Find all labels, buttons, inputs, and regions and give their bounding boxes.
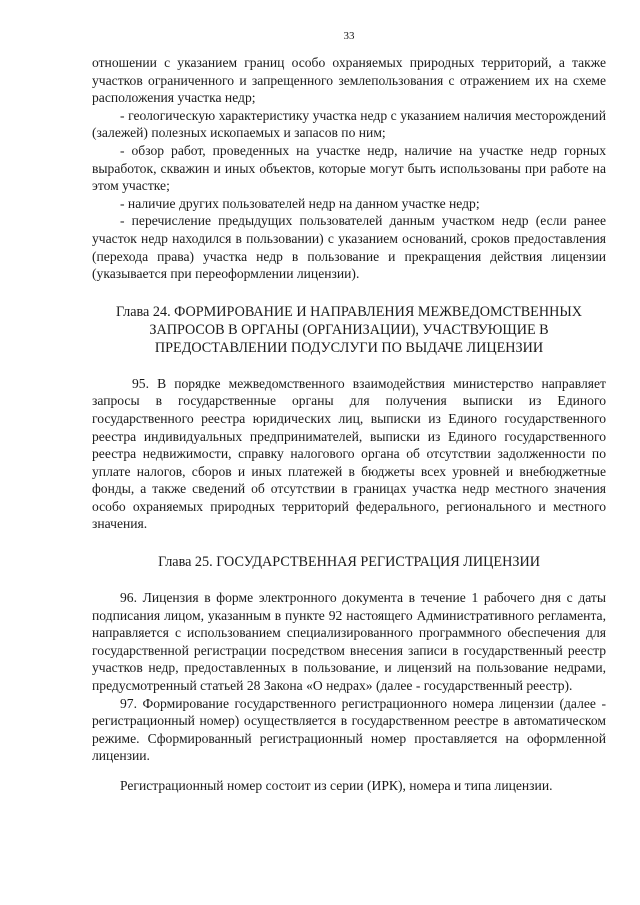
chapter-24-heading: Глава 24. ФОРМИРОВАНИЕ И НАПРАВЛЕНИЯ МЕЖВЕДОМСТВЕННЫХ ЗАПРОСОВ В ОРГАНЫ (ОРГАНИЗАЦИИ), УЧАСТВУЮЩИЕ В ПРЕДОСТАВЛЕНИИ ПОДУСЛУГИ ПО ВЫДАЧЕ ЛИЦЕНЗИИ <box>116 303 582 356</box>
paragraph-registration-number: Регистрационный номер состоит из серии (ИРК), номера и типа лицензии. <box>120 778 553 793</box>
list-item-geology: - геологическую характеристику участка недр с указанием наличия месторождений (залежей) полезных ископаемых и запасов по ним; <box>92 107 606 141</box>
paragraph-97: 97. Формирование государственного регистрационного номера лицензии (далее - регистрационный номер) осуществляется в государственном реестре в автоматическом режиме. Сформированный регистрационный номер проставляется на оформленной лицензии. <box>92 695 606 764</box>
list-item-works-review: - обзор работ, проведенных на участке недр, наличие на участке недр горных выработок, скважин и иных объектов, которые могут быть использованы при работе на этом участке; <box>92 142 606 194</box>
paragraph-96: 96. Лицензия в форме электронного документа в течение 1 рабочего дня с даты подписания лицом, указанным в пункте 92 настоящего Административного регламента, направляется с использованием специализированного программного обеспечения для государственной регистрации посредством внесения записи в государственный реестр участков недр, предоставленных в пользование, и лицензий на пользование недрами, предусмотренный статьей 28 Закона «О недрах» (далее - государственный реестр). <box>92 590 606 694</box>
chapter-25-heading: Глава 25. ГОСУДАРСТВЕННАЯ РЕГИСТРАЦИЯ ЛИЦЕНЗИИ <box>158 554 540 571</box>
list-item-other-users: - наличие других пользователей недр на данном участке недр; <box>120 195 480 211</box>
paragraph-95: 95. В порядке межведомственного взаимодействия министерство направляет запросы в государственные органы для получения выписки из Единого государственного реестра юридических лиц, выписки из Единого государственного реестра индивидуальных предпринимателей, выписки из Единого государственного реестра недвижимости, справку налогового органа об отсутствии задолженности по уплате налогов, сборов и иных платежей в бюджеты всех уровней и внебюджетные фонды, а также сведений об отсутствии в границах участка недр местного значения особо охраняемых природных территорий федерального, регионального и местного значения. <box>92 375 606 532</box>
spacer <box>92 765 606 777</box>
list-item-previous-users: - перечисление предыдущих пользователей данным участком недр (если ранее участок недр находился в пользовании) с указанием оснований, сроков предоставления (перехода права) участка недр в пользование и прекращения действия лицензии (указывается при переоформлении лицензии). <box>92 213 606 282</box>
page-number: 33 <box>343 30 355 42</box>
paragraph-continuation: отношении с указанием границ особо охраняемых природных территорий, а также участков ограниченного и запрещенного землепользования с отражением их на схеме расположения участка недр; <box>92 55 606 106</box>
